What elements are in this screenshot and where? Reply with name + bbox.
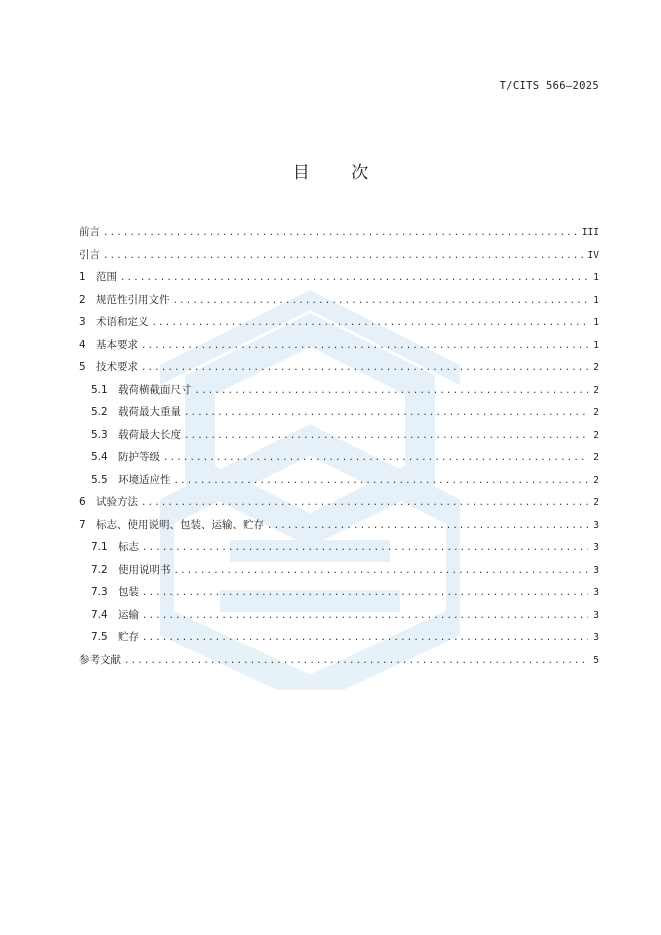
toc-entry-label: 标志、使用说明、包装、运输、贮存	[96, 518, 264, 531]
toc-entry-label: 防护等级	[118, 451, 160, 463]
toc-entry-label: 运输	[118, 608, 139, 621]
toc-entry-label: 环境适应性	[118, 473, 171, 486]
toc-entry-number: 7	[79, 518, 86, 531]
toc-entry-number: 5.4	[91, 451, 108, 463]
toc-entry-page: 5	[593, 654, 599, 666]
toc-entry-number: 5.2	[91, 406, 108, 418]
toc-entry-number: 7.3	[91, 586, 108, 598]
toc-entry-number: 5	[79, 361, 86, 373]
toc-entry-page: III	[581, 227, 599, 238]
toc-dot-leader	[141, 341, 588, 351]
toc-dot-leader	[195, 386, 589, 396]
toc-entry-number: 7.2	[91, 563, 108, 576]
title-char-2: 次	[351, 163, 369, 183]
toc-entry-number: 5.1	[91, 383, 108, 396]
toc-entry[interactable]	[79, 607, 599, 630]
toc-entry-number: 2	[79, 293, 86, 306]
toc-entry[interactable]	[79, 449, 599, 472]
toc-entry-page: 2	[593, 407, 599, 418]
toc-entry-number: 4	[79, 338, 86, 351]
table-of-contents	[79, 224, 599, 674]
toc-dot-leader	[174, 476, 589, 486]
toc-dot-leader	[103, 251, 585, 261]
toc-entry[interactable]	[79, 224, 599, 247]
toc-dot-leader	[124, 656, 588, 666]
toc-entry[interactable]	[79, 584, 599, 607]
toc-dot-leader	[103, 228, 579, 238]
toc-entry-number: 7.1	[91, 541, 108, 553]
toc-entry-label: 参考文献	[79, 653, 121, 666]
toc-entry-page: 2	[593, 384, 599, 396]
toc-entry-label: 载荷最大重量	[118, 406, 181, 418]
toc-dot-leader	[163, 453, 588, 463]
toc-entry-label: 基本要求	[96, 338, 138, 351]
toc-entry[interactable]	[79, 427, 599, 450]
toc-entry-page: 1	[593, 272, 599, 283]
toc-entry[interactable]	[79, 269, 599, 292]
toc-entry-label: 试验方法	[96, 496, 138, 508]
toc-dot-leader	[142, 611, 588, 621]
toc-entry-label: 范围	[96, 271, 117, 283]
toc-entry[interactable]	[79, 314, 599, 337]
toc-entry-label: 技术要求	[96, 361, 138, 373]
toc-entry-page: 2	[593, 429, 599, 441]
toc-entry[interactable]	[79, 337, 599, 360]
toc-entry-page: 1	[593, 317, 599, 328]
toc-entry-label: 使用说明书	[118, 563, 171, 576]
toc-dot-leader	[173, 296, 589, 306]
toc-dot-leader	[142, 588, 588, 598]
toc-entry-page: 3	[593, 609, 599, 621]
toc-entry[interactable]	[79, 494, 599, 517]
toc-entry[interactable]	[79, 517, 599, 540]
toc-entry[interactable]	[79, 472, 599, 495]
toc-entry-label: 贮存	[118, 631, 139, 643]
toc-entry-number: 3	[79, 316, 86, 328]
toc-entry[interactable]	[79, 629, 599, 652]
toc-entry[interactable]	[79, 652, 599, 675]
toc-entry-label: 载荷横截面尺寸	[118, 383, 192, 396]
toc-entry-number: 7.5	[91, 631, 108, 643]
toc-entry-page: 3	[593, 519, 599, 531]
toc-entry-number: 6	[79, 496, 86, 508]
standard-code: T/CITS 566—2025	[499, 80, 599, 92]
title-char-1: 目	[292, 163, 310, 183]
toc-entry[interactable]	[79, 404, 599, 427]
toc-dot-leader	[152, 318, 589, 328]
toc-entry-number: 5.5	[91, 473, 108, 486]
toc-entry-label: 规范性引用文件	[96, 293, 170, 306]
toc-entry-page: 3	[593, 542, 599, 553]
toc-entry-page: 2	[593, 362, 599, 373]
toc-entry-number: 5.3	[91, 428, 108, 441]
toc-entry-label: 术语和定义	[96, 316, 149, 328]
toc-entry-label: 引言	[79, 248, 100, 261]
toc-dot-leader	[184, 431, 588, 441]
toc-entry[interactable]	[79, 539, 599, 562]
toc-entry-label: 包装	[118, 586, 139, 598]
toc-entry-label: 标志	[118, 541, 139, 553]
toc-dot-leader	[174, 566, 589, 576]
toc-entry-label: 载荷最大长度	[118, 428, 181, 441]
toc-entry[interactable]	[79, 292, 599, 315]
toc-entry-page: 3	[593, 564, 599, 576]
toc-entry[interactable]	[79, 382, 599, 405]
page-title	[0, 158, 661, 183]
toc-entry-page: 2	[593, 497, 599, 508]
toc-entry-page: 1	[593, 339, 599, 351]
toc-dot-leader	[142, 633, 588, 643]
toc-entry-page: 3	[593, 587, 599, 598]
toc-dot-leader	[120, 273, 588, 283]
toc-entry-page: 3	[593, 632, 599, 643]
toc-entry-page: 2	[593, 474, 599, 486]
toc-entry-number: 7.4	[91, 608, 108, 621]
toc-dot-leader	[267, 521, 588, 531]
toc-entry-page: 1	[593, 294, 599, 306]
toc-entry-label: 前言	[79, 226, 100, 238]
toc-entry[interactable]	[79, 359, 599, 382]
toc-dot-leader	[184, 408, 588, 418]
toc-entry-number: 1	[79, 271, 86, 283]
toc-entry[interactable]	[79, 247, 599, 270]
toc-dot-leader	[141, 498, 588, 508]
toc-entry-page: 2	[593, 452, 599, 463]
toc-dot-leader	[142, 543, 588, 553]
toc-entry-page: IV	[587, 249, 599, 261]
toc-dot-leader	[141, 363, 588, 373]
toc-entry[interactable]	[79, 562, 599, 585]
